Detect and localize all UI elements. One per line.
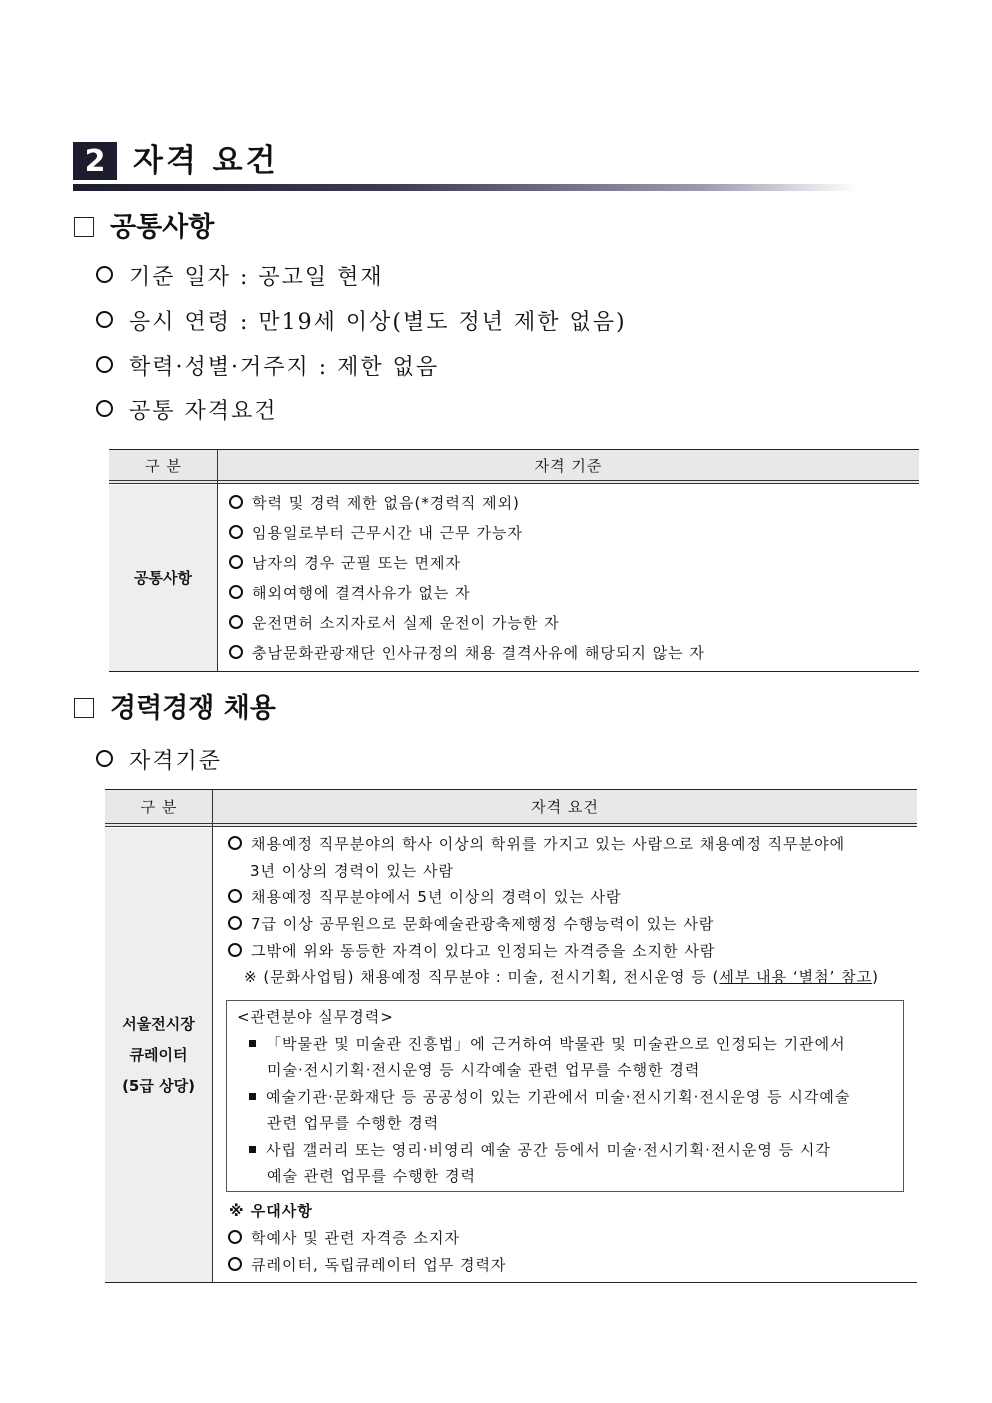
- list-item: [229, 583, 471, 603]
- common-heading-text: 공통사항: [110, 212, 215, 243]
- list-item-text: 학예사 및 관련 자격증 소지자: [251, 1229, 460, 1247]
- list-item-text: 7급 이상 공무원으로 문화예술관광축제행정 수행능력이 있는 사람: [251, 915, 715, 933]
- list-item: [228, 887, 621, 907]
- career-heading-text: 경력경쟁 채용: [110, 693, 276, 724]
- circle-bullet-icon: [96, 266, 113, 283]
- row-label-line: (5급 상당): [122, 1076, 195, 1095]
- checkbox-square-icon: [74, 698, 94, 718]
- field-note: [244, 967, 879, 987]
- list-item-text: 학력 및 경력 제한 없음(*경력직 제외): [252, 494, 520, 512]
- career-heading: [74, 692, 276, 726]
- circle-bullet-icon: [229, 585, 243, 599]
- note-reference: 세부 내용 ‘별첨’ 참고: [719, 968, 873, 986]
- circle-bullet-icon: [229, 525, 243, 539]
- bullet-text: 자격기준: [129, 749, 223, 774]
- box-item-text: 「박물관 및 미술관 진흥법」에 근거하여 박물관 및 미술관으로 인정되는 기관에서: [266, 1035, 846, 1053]
- career-requirements-table: [105, 789, 917, 1283]
- list-item: [229, 613, 560, 633]
- column-divider: [217, 450, 218, 671]
- list-item-text: 채용예정 직무분야에서 5년 이상의 경력이 있는 사람: [251, 888, 622, 906]
- circle-bullet-icon: [229, 645, 243, 659]
- row-label-line: 큐레이터: [129, 1045, 188, 1064]
- common-bullet: [96, 308, 627, 338]
- box-item-continuation: 예술 관련 업무를 수행한 경력: [267, 1167, 476, 1185]
- list-item-continuation: 3년 이상의 경력이 있는 사람: [250, 862, 455, 880]
- section-underline: [73, 184, 858, 191]
- col-header-category: 구 분: [140, 798, 178, 816]
- preference-title: ※ 우대사항: [229, 1202, 313, 1220]
- circle-bullet-icon: [229, 495, 243, 509]
- col-header-category: 구 분: [145, 456, 182, 475]
- list-item: [228, 834, 845, 854]
- box-item-continuation: 관련 업무를 수행한 경력: [267, 1114, 440, 1132]
- circle-bullet-icon: [229, 615, 243, 629]
- note-text: ※ (문화사업팀) 채용예정 직무분야 : 미술, 전시기획, 전시운영 등 (: [244, 968, 720, 986]
- row-label: [105, 828, 212, 1282]
- bullet-text: 기준 일자 : 공고일 현재: [129, 265, 384, 290]
- column-divider: [212, 790, 213, 1282]
- circle-bullet-icon: [96, 400, 113, 417]
- circle-bullet-icon: [96, 311, 113, 328]
- list-item-text: 채용예정 직무분야의 학사 이상의 학위를 가지고 있는 사람으로 채용예정 직무분야에: [251, 835, 846, 853]
- list-item-text: 그밖에 위와 동등한 자격이 있다고 인정되는 자격증을 소지한 사람: [251, 942, 716, 960]
- bullet-text: 응시 연령 : 만19세 이상(별도 정년 제한 없음): [129, 310, 627, 335]
- list-item-text: 임용일로부터 근무시간 내 근무 가능자: [252, 524, 523, 542]
- col-header-criteria: 자격 기준: [534, 456, 603, 475]
- list-item-text: 충남문화관광재단 인사규정의 채용 결격사유에 해당되지 않는 자: [252, 644, 705, 662]
- list-item-text: 남자의 경우 군필 또는 면제자: [252, 554, 461, 572]
- list-item: [228, 914, 714, 934]
- list-item: [229, 493, 520, 513]
- box-item: [249, 1087, 850, 1107]
- section-title: 자격 요건: [133, 143, 279, 179]
- list-item-text: 운전면허 소지자로서 실제 운전이 가능한 자: [252, 614, 560, 632]
- row-label-line: 서울전시장: [122, 1014, 195, 1033]
- box-title: <관련분야 실무경력>: [237, 1008, 394, 1026]
- row-label: 공통사항: [109, 485, 217, 671]
- circle-bullet-icon: [228, 916, 242, 930]
- circle-bullet-icon: [229, 555, 243, 569]
- list-item-text: 해외여행에 결격사유가 없는 자: [252, 584, 471, 602]
- circle-bullet-icon: [228, 889, 242, 903]
- circle-bullet-icon: [96, 750, 113, 767]
- common-requirements-table: [109, 449, 919, 672]
- bullet-text: 공통 자격요건: [129, 399, 278, 424]
- circle-bullet-icon: [228, 1257, 242, 1271]
- common-heading: [74, 211, 214, 245]
- list-item: [229, 523, 523, 543]
- box-item-text: 예술기관·문화재단 등 공공성이 있는 기관에서 미술·전시기획·전시운영 등 시각예술: [266, 1088, 851, 1106]
- circle-bullet-icon: [228, 1230, 242, 1244]
- box-item-continuation: 미술·전시기획·전시운영 등 시각예술 관련 업무를 수행한 경력: [267, 1061, 701, 1079]
- table-header: [105, 790, 917, 827]
- list-item: [228, 1228, 460, 1248]
- square-bullet-icon: [249, 1146, 256, 1153]
- circle-bullet-icon: [228, 943, 242, 957]
- note-text: ): [872, 968, 880, 986]
- table-header: [109, 450, 919, 484]
- col-header-requirements: 자격 요건: [531, 798, 599, 816]
- box-item: [249, 1140, 831, 1160]
- box-item-text: 사립 갤러리 또는 영리·비영리 예술 공간 등에서 미술·전시기획·전시운영 등 시각: [266, 1141, 831, 1159]
- career-bullet: [96, 747, 222, 777]
- list-item: [229, 553, 461, 573]
- section-number: 2: [73, 142, 117, 180]
- list-item-text: 큐레이터, 독립큐레이터 업무 경력자: [251, 1256, 507, 1274]
- square-bullet-icon: [249, 1040, 256, 1047]
- circle-bullet-icon: [228, 836, 242, 850]
- bullet-text: 학력·성별·거주지 : 제한 없음: [129, 355, 440, 380]
- related-experience-box: [226, 1000, 904, 1192]
- list-item: [228, 1255, 506, 1275]
- circle-bullet-icon: [96, 356, 113, 373]
- common-bullet: [96, 397, 278, 427]
- list-item: [228, 941, 715, 961]
- square-bullet-icon: [249, 1093, 256, 1100]
- box-item: [249, 1034, 846, 1054]
- list-item: [229, 643, 705, 663]
- checkbox-square-icon: [74, 217, 94, 237]
- common-bullet: [96, 263, 384, 293]
- common-bullet: [96, 353, 439, 383]
